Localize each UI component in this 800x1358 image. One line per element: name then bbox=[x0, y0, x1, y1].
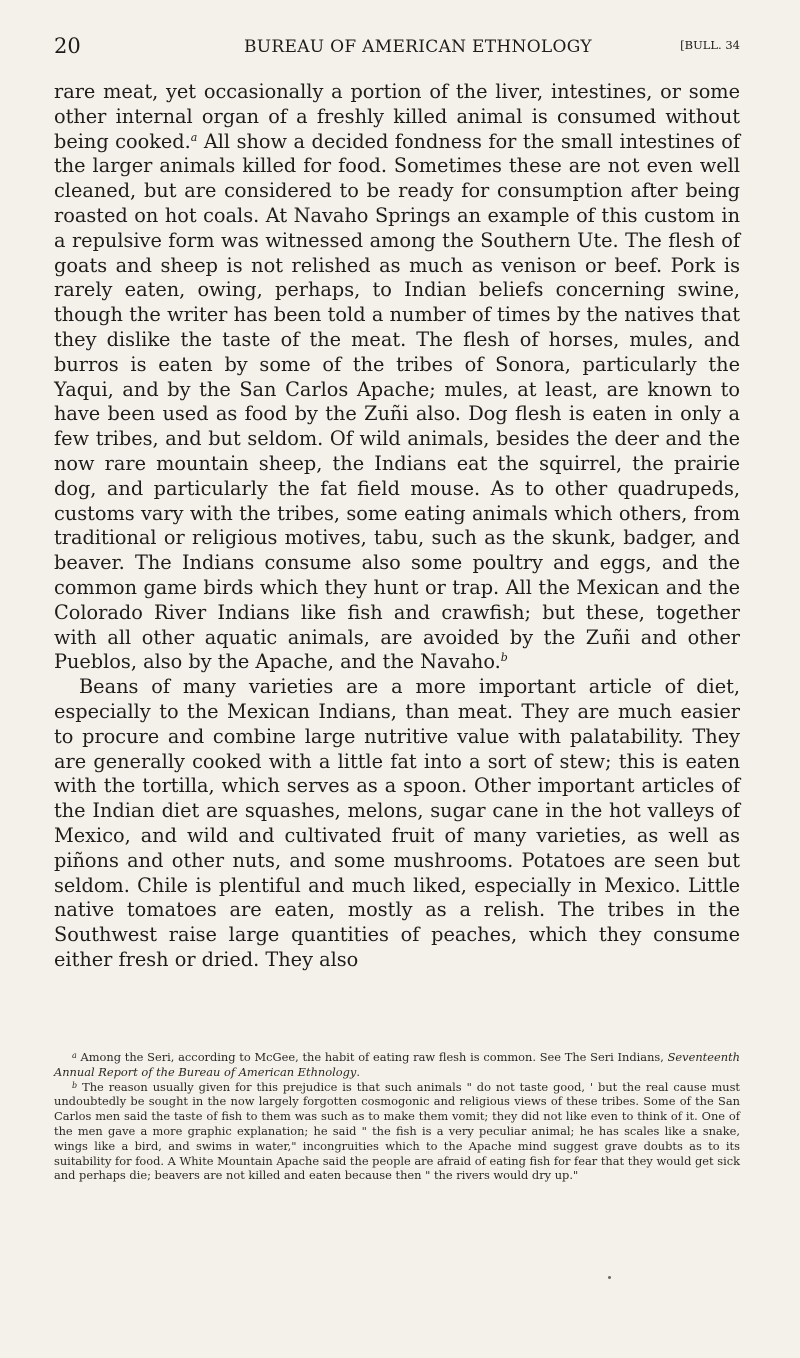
running-title: BUREAU OF AMERICAN ETHNOLOGY bbox=[244, 37, 592, 57]
running-head bbox=[54, 34, 740, 60]
print-speck bbox=[608, 1276, 611, 1279]
footnote-a-end: . bbox=[356, 1064, 360, 1079]
footnote-a-text: Among the Seri, according to McGee, the habit of eating raw flesh is common. See The Seri Indians, bbox=[76, 1050, 668, 1064]
paragraph-beans: Beans of many varieties are a more important article of diet, especially to the Mexican Indians, than meat. They are much easier to procure and combine large nutritive value with palatability. They are generally cooked with a little fat into a sort of stew; this is eaten with the tortilla, which serves as a spoon. Other important articles of the Indian diet are squashes, melons, sugar cane in the hot valleys of Mexico, and wild and cultivated fruit of many varieties, as well as piñons and other nuts, and some mushrooms. Potatoes are seen but seldom. Chile is plentiful and much liked, especially in Mexico. Little native tomatoes are eaten, mostly as a relish. The tribes in the Southwest raise large quantities of peaches, which they consume either fresh or dried. They also bbox=[54, 675, 740, 971]
footnote-b-marker: b bbox=[72, 1080, 78, 1090]
footnote-b bbox=[54, 1080, 740, 1184]
footnote-a-marker: a bbox=[72, 1051, 77, 1060]
page-number: 20 bbox=[54, 34, 81, 58]
footnote-b-text: The reason usually given for this prejudice is that such animals " do not taste good, ' but the real cause must undoubtedly be sought in the now largely forgotten cosmogonic and religious views of these tribes. Some of the San Carlos men said the taste of fish to them was such as to make them vomit; they did not like even to think of it. One of the men gave a more graphic explanation; he said " the fish is a very peculiar animal; he has scales like a snake, wings like a bird, and swims in water," incongruities which to the Apache mind suggest grave doubts as to its suitability for food. A White Mountain Apache said the people are afraid of eating fish for fear that they would get sick and perhaps die; beavers are not killed and eaten because then " the rivers would dry up." bbox=[54, 1079, 741, 1183]
footnote-a-citation: Seventeenth Annual Report of the Bureau of American Ethnology bbox=[54, 1050, 740, 1079]
footnotes bbox=[54, 1050, 740, 1183]
paragraph-meat-part-1: rare meat, yet occasionally a portion of the liver, intestines, or some other internal organ of a freshly killed animal is consumed without being cooked. bbox=[54, 80, 740, 153]
bulletin-reference: [BULL. 34 bbox=[680, 38, 740, 52]
paragraph-meat-part-2: All show a decided fondness for the small intestines of the larger animals killed for food. Sometimes these are not even well cleaned, but are considered to be ready for consumption after being roasted on hot coals. At Navaho Springs an example of this custom in a repulsive form was witnessed among the Southern Ute. The flesh of goats and sheep is not relished as much as venison or beef. Pork is rarely eaten, owing, perhaps, to Indian beliefs concerning swine, though the writer has been told a number of times by the natives that they dislike the taste of the meat. The flesh of horses, mules, and burros is eaten by some of the tribes of Sonora, particularly the Yaqui, and by the San Carlos Apache; mules, at least, are known to have been used as food by the Zuñi also. Dog flesh is eaten in only a few tribes, and but seldom. Of wild animals, besides the deer and the now rare mountain sheep, the Indians eat the squirrel, the prairie dog, and particularly the fat field mouse. As to other quadrupeds, customs vary with the tribes, some eating animals which others, from traditional or religious motives, tabu, such as the skunk, badger, and beaver. The Indians consume also some poultry and eggs, and the common game birds which they hunt or trap. All the Mexican and the Colorado River Indians like fish and crawfish; but these, together with all other aquatic animals, are avoided by the Zuñi and other Pueblos, also by the Apache, and the Navaho. bbox=[54, 129, 740, 674]
footnote-ref-b: b bbox=[500, 651, 508, 665]
footnote-a bbox=[54, 1050, 740, 1080]
body-text bbox=[54, 80, 740, 973]
paragraph-meat bbox=[54, 80, 740, 675]
footnote-ref-a: a bbox=[190, 130, 198, 144]
